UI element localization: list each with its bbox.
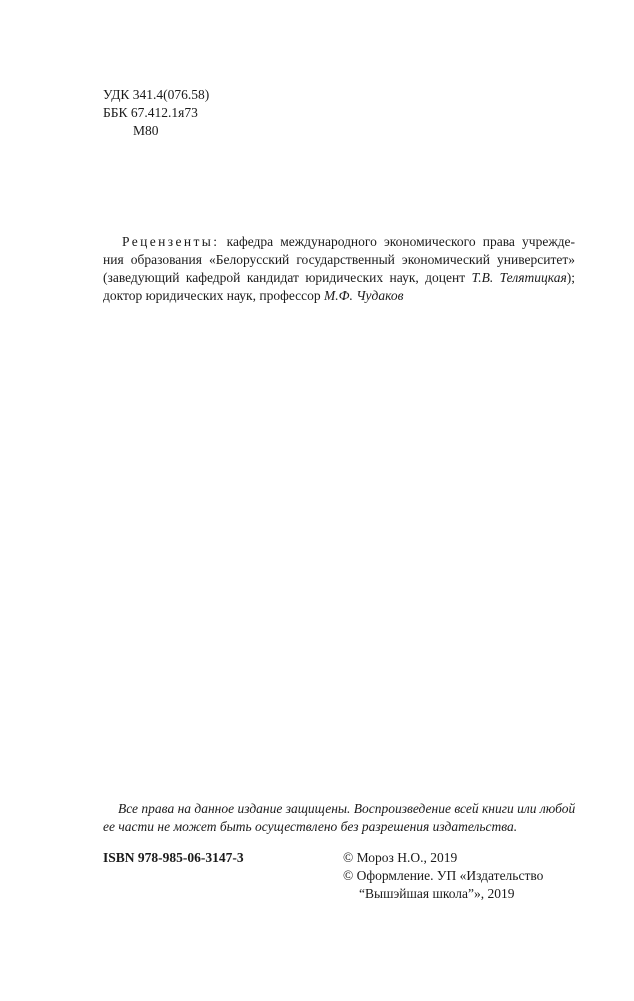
reviewers-label: Рецензенты:: [122, 234, 220, 249]
reviewers-line-1-text: кафедра международного экономического права учрежде-: [226, 234, 575, 249]
reviewers-line-2: ния образования «Белорусский государственный экономический университет»: [103, 252, 575, 267]
udk-code: УДК 341.4(076.58): [103, 87, 210, 102]
copyright-line-1: © Мороз Н.О., 2019: [343, 850, 458, 865]
copyright-line-3: “Вышэйшая школа”», 2019: [359, 886, 515, 901]
reviewers-line-3: [103, 269, 575, 286]
reviewers-line-1: [122, 233, 575, 250]
reviewers-line-4-prefix: доктор юридических наук, профессор: [103, 288, 325, 303]
reviewers-line-4: [103, 287, 404, 304]
reviewers-line-3-suffix: );: [566, 270, 575, 285]
bbk-code: ББК 67.412.1я73: [103, 105, 198, 120]
copyright-line-2: © Оформление. УП «Издательство: [343, 868, 544, 883]
rights-notice-line-2: ее части не может быть осуществлено без разрешения издательства.: [103, 819, 518, 834]
reviewers-line-3-prefix: (заведующий кафедрой кандидат юридических наук, доцент: [103, 270, 472, 285]
isbn: ISBN 978-985-06-3147-3: [103, 850, 244, 865]
reviewer-2-name: М.Ф. Чудаков: [324, 288, 404, 303]
author-mark: М80: [133, 123, 159, 138]
rights-notice-line-1: Все права на данное издание защищены. Воспроизведение всей книги или любой: [118, 801, 575, 816]
reviewer-1-name: Т.В. Телятицкая: [471, 270, 567, 285]
